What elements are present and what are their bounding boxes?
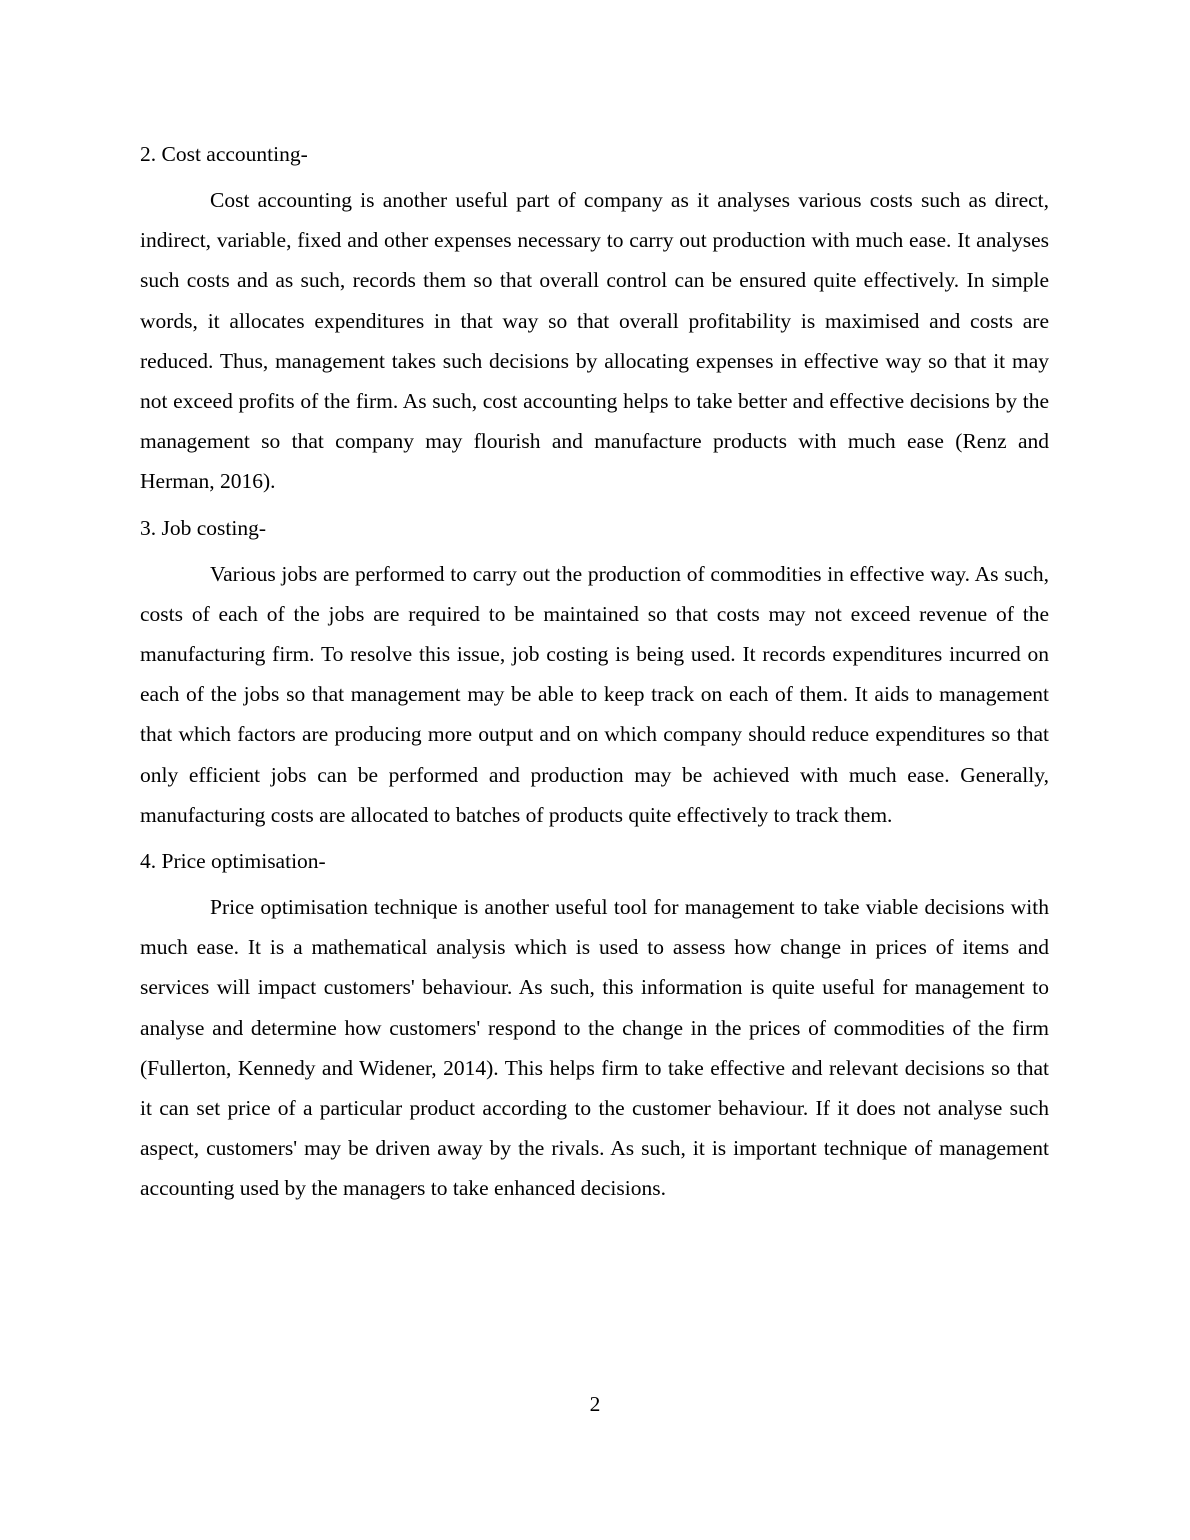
section-body-price-optimisation: Price optimisation technique is another useful tool for management to take viable decisions with much ease. It is a mathematical analysis which is used to assess how change in prices of items and services will impact customers' behaviour. As such, this information is quite useful for management to analyse and determine how customers' respond to the change in the prices of commodities of the firm (Fullerton, Kennedy and Widener, 2014). This helps firm to take effective and relevant decisions so that it can set price of a particular product according to the customer behaviour. If it does not analyse such aspect, customers' may be driven away by the rivals. As such, it is important technique of management accounting used by the managers to take enhanced decisions.: [140, 895, 1049, 1201]
page-content: [140, 138, 1049, 1219]
section-body-cost-accounting: Cost accounting is another useful part of company as it analyses various costs such as direct, indirect, variable, fixed and other expenses necessary to carry out production with much ease. It analyses such costs and as such, records them so that overall control can be ensured quite effectively. In simple words, it allocates expenditures in that way so that overall profitability is maximised and costs are reduced. Thus, management takes such decisions by allocating expenses in effective way so that it may not exceed profits of the firm. As such, cost accounting helps to take better and effective decisions by the management so that company may flourish and manufacture products with much ease (Renz and Herman, 2016).: [140, 188, 1049, 494]
section-body-job-costing: Various jobs are performed to carry out the production of commodities in effective way. As such, costs of each of the jobs are required to be maintained so that costs may not exceed revenue of the manufacturing firm. To resolve this issue, job costing is being used. It records expenditures incurred on each of the jobs so that management may be able to keep track on each of them. It aids to management that which factors are producing more output and on which company should reduce expenditures so that only efficient jobs can be performed and production may be achieved with much ease. Generally, manufacturing costs are allocated to batches of products quite effectively to track them.: [140, 561, 1049, 827]
section-heading-price-optimisation: 4. Price optimisation-: [140, 849, 326, 874]
page-number: 2: [589, 1392, 601, 1416]
section-heading-cost-accounting: 2. Cost accounting-: [140, 142, 308, 166]
section-heading-job-costing: 3. Job costing-: [140, 515, 267, 540]
